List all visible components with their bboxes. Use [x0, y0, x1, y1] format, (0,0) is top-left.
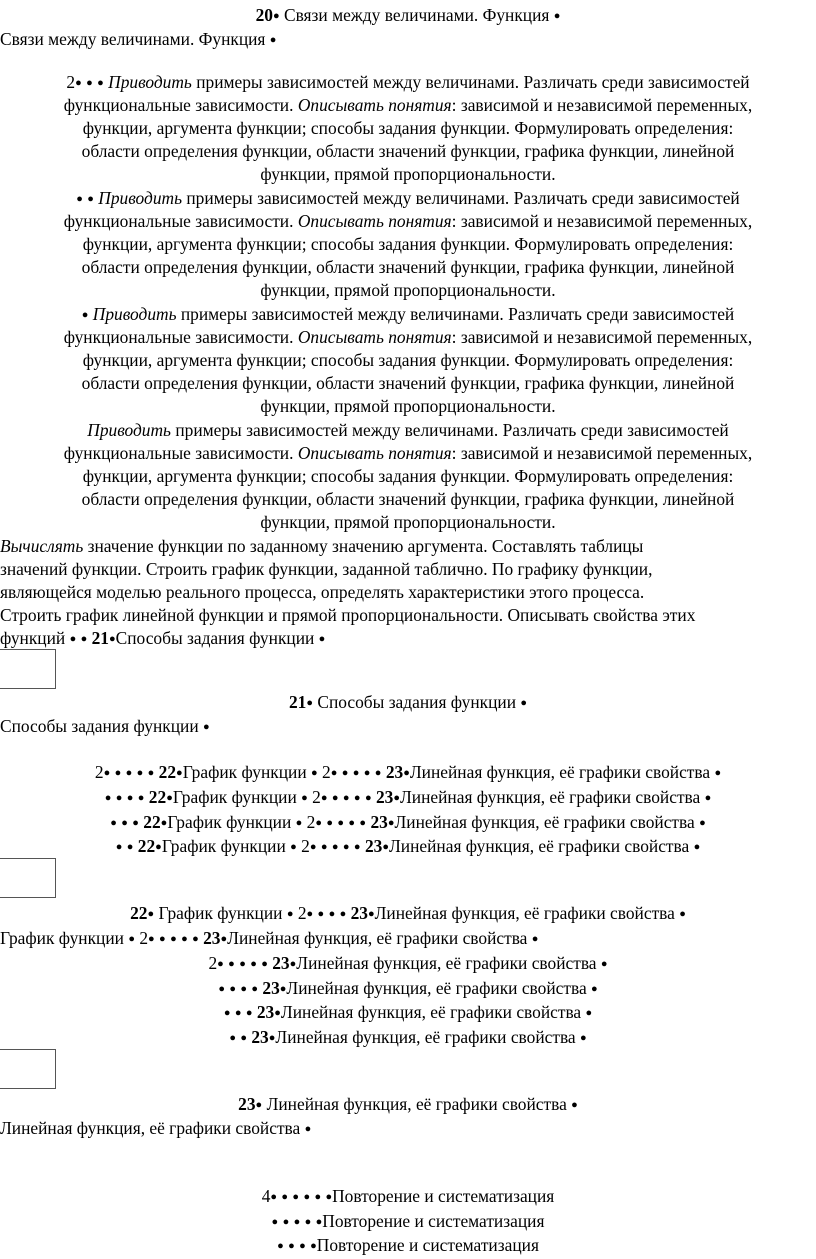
- text-fragment: 23: [272, 953, 290, 973]
- bullet-icon: ●: [311, 767, 318, 779]
- text-fragment: 4: [261, 1186, 271, 1206]
- text-fragment: 2: [139, 928, 149, 948]
- bullet-icon: ●: [132, 817, 139, 829]
- bullet-icon: ●: [531, 933, 539, 945]
- bullet-icon: ●: [580, 1032, 587, 1044]
- text-fragment: функций: [0, 628, 66, 648]
- calc-line-1: [0, 535, 816, 558]
- bullet-icon: ●: [75, 77, 82, 89]
- bullet-icon: ●: [251, 983, 259, 995]
- placeholder-box: [0, 649, 56, 689]
- bullet-icon: ●: [229, 1032, 236, 1044]
- bullet-icon: ●: [109, 633, 116, 645]
- bullet-icon: ●: [268, 1032, 276, 1044]
- para-3-line-2: [0, 326, 816, 349]
- bullet-icon: ●: [76, 193, 83, 205]
- text-fragment: : зависимой и независимой переменных,: [451, 443, 753, 463]
- bullet-icon: ●: [166, 792, 173, 804]
- text-fragment: Линейная функция, её графики свойства: [296, 953, 597, 973]
- text-fragment: 2: [306, 812, 316, 832]
- text-fragment: Приводить: [92, 304, 177, 324]
- text-fragment: функциональные зависимости.: [63, 95, 298, 115]
- para-4-line-3: функции, аргумента функции; способы задания функции. Формулировать определения:: [82, 466, 734, 486]
- row-22-3: [0, 811, 816, 835]
- bullet-icon: ●: [289, 958, 297, 970]
- bullet-icon: ●: [103, 767, 111, 779]
- text-fragment: Линейная функция, её графики свойства: [400, 787, 701, 807]
- para-2-line-3: функции, аргумента функции; способы задания функции. Формулировать определения:: [82, 234, 734, 254]
- text-fragment: Повторение и систематизация: [316, 1235, 539, 1255]
- text-fragment: 22: [143, 812, 161, 832]
- bullet-icon: ●: [353, 792, 361, 804]
- bullet-icon: ●: [330, 767, 338, 779]
- bullet-icon: ●: [320, 792, 328, 804]
- text-fragment: 23: [364, 836, 383, 856]
- text-fragment: Описывать понятия: [297, 327, 452, 347]
- text-fragment: 2: [94, 762, 104, 782]
- bullet-icon: ●: [571, 1099, 578, 1111]
- text-fragment: 21: [91, 628, 109, 648]
- text-fragment: примеры зависимостей между величинами. Различать среди зависимостей: [176, 304, 735, 324]
- bullet-icon: ●: [318, 633, 326, 645]
- bullet-icon: ●: [303, 1191, 311, 1203]
- section-23-heading: [0, 1093, 816, 1117]
- bullet-icon: ●: [69, 633, 77, 645]
- row-22-2: [0, 786, 816, 810]
- para-3-line-4: области определения функции, области значений функции, графика функции, линейной: [81, 373, 735, 393]
- bullet-icon: ●: [279, 983, 287, 995]
- text-fragment: 2: [297, 903, 307, 923]
- para-2-line-4: области определения функции, области значений функции, графика функции, линейной: [81, 257, 735, 277]
- row-24-3: [0, 1234, 816, 1258]
- section-22-heading: [0, 902, 816, 926]
- text-fragment: График функции: [158, 903, 283, 923]
- para-3-line-5: функции, прямой пропорциональности.: [260, 396, 556, 416]
- bullet-icon: ●: [693, 841, 701, 853]
- para-4-line-2: [0, 442, 816, 465]
- text-fragment: График функции: [172, 787, 297, 807]
- text-fragment: 23: [256, 1002, 275, 1022]
- para-4-line-5: функции, прямой пропорциональности.: [260, 512, 556, 532]
- section-21-heading: [0, 691, 816, 715]
- row-24-2: [0, 1210, 816, 1234]
- para-4-line-1: [0, 419, 816, 442]
- bullet-icon: ●: [337, 817, 345, 829]
- bullet-icon: ●: [325, 1191, 333, 1203]
- bullet-icon: ●: [403, 767, 410, 779]
- bullet-icon: ●: [367, 908, 375, 920]
- para-2-line-1: [0, 187, 816, 211]
- text-fragment: функциональные зависимости.: [63, 211, 298, 231]
- placeholder-box: [0, 858, 56, 898]
- para-1-line-3: функции, аргумента функции; способы задания функции. Формулировать определения:: [82, 118, 734, 138]
- bullet-icon: ●: [320, 841, 328, 853]
- text-fragment: Линейная функция, её графики свойства: [394, 812, 695, 832]
- bullet-icon: ●: [342, 841, 350, 853]
- bullet-icon: ●: [125, 767, 133, 779]
- text-fragment: Линейная функция, её графики свойства: [280, 1002, 582, 1022]
- bullet-icon: ●: [339, 908, 347, 920]
- bullet-icon: ●: [306, 908, 314, 920]
- bullet-icon: ●: [115, 792, 123, 804]
- calc-line-4: Строить график линейной функции и прямой пропорциональности. Описывать свойства этих: [0, 605, 696, 625]
- bullet-icon: ●: [331, 841, 339, 853]
- bullet-icon: ●: [121, 817, 128, 829]
- bullet-icon: ●: [274, 1007, 281, 1019]
- bullet-icon: ●: [128, 933, 135, 945]
- text-fragment: 21: [288, 692, 307, 712]
- section-23-subtitle: [0, 1117, 816, 1141]
- bullet-icon: ●: [270, 1191, 278, 1203]
- bullet-icon: ●: [364, 792, 372, 804]
- text-fragment: Линейная функция, её графики свойства: [374, 903, 675, 923]
- text-fragment: Приводить: [87, 420, 171, 440]
- row-24-1: [0, 1185, 816, 1209]
- bullet-icon: ●: [240, 983, 247, 995]
- bullet-icon: ●: [326, 817, 334, 829]
- bullet-icon: ●: [220, 933, 228, 945]
- bullet-icon: ●: [382, 841, 389, 853]
- bullet-icon: ●: [282, 1216, 290, 1228]
- text-fragment: 2: [66, 72, 76, 92]
- text-fragment: График функции: [0, 928, 124, 948]
- bullet-icon: ●: [393, 792, 400, 804]
- bullet-icon: ●: [553, 10, 561, 22]
- section-20-title: Связи между величинами. Функция: [283, 5, 550, 25]
- bullet-icon: ●: [160, 817, 168, 829]
- bullet-icon: ●: [250, 958, 257, 970]
- bullet-icon: ●: [269, 34, 277, 46]
- bullet-icon: ●: [261, 958, 268, 970]
- text-fragment: 23: [370, 812, 388, 832]
- text-fragment: примеры зависимостей между величинами. Различать среди зависимостей: [181, 188, 740, 208]
- text-fragment: Линейная функция, её графики свойства: [266, 1094, 567, 1114]
- text-fragment: 2: [322, 762, 331, 782]
- bullet-icon: ●: [192, 933, 199, 945]
- row-22-1: [0, 761, 816, 785]
- bullet-icon: ●: [203, 721, 210, 733]
- bullet-icon: ●: [115, 841, 123, 853]
- row-23-3: [0, 1001, 816, 1025]
- bullet-icon: ●: [699, 817, 706, 829]
- text-fragment: Линейная функция, её графики свойства: [388, 836, 690, 856]
- text-fragment: 22: [148, 787, 167, 807]
- para-4-line-4: области определения функции, области значений функции, графика функции, линейной: [81, 489, 735, 509]
- bullet-icon: ●: [352, 767, 360, 779]
- text-fragment: Описывать понятия: [297, 443, 452, 463]
- bullet-icon: ●: [147, 767, 155, 779]
- bullet-icon: ●: [317, 908, 325, 920]
- text-fragment: : зависимой и независимой переменных,: [451, 211, 753, 231]
- bullet-icon: ●: [359, 817, 367, 829]
- bullet-icon: ●: [181, 933, 188, 945]
- bullet-icon: ●: [170, 933, 177, 945]
- bullet-icon: ●: [110, 817, 117, 829]
- text-fragment: Линейная функция, её графики свойства: [409, 762, 711, 782]
- bullet-icon: ●: [304, 1216, 312, 1228]
- bullet-icon: ●: [295, 817, 303, 829]
- bullet-icon: ●: [315, 817, 323, 829]
- bullet-icon: ●: [387, 817, 395, 829]
- bullet-icon: ●: [176, 767, 183, 779]
- para-1-line-4: области определения функции, области значений функции, графика функции, линейной: [81, 141, 735, 161]
- bullet-icon: ●: [704, 792, 712, 804]
- text-fragment: Линейная функция, её графики свойства: [286, 978, 587, 998]
- section-20-number: 20: [255, 5, 273, 25]
- bullet-icon: ●: [114, 767, 122, 779]
- bullet-icon: ●: [353, 841, 361, 853]
- text-fragment: Линейная функция, её графики свойства: [275, 1027, 576, 1047]
- bullet-icon: ●: [585, 1007, 593, 1019]
- para-1-line-1: [0, 71, 816, 95]
- bullet-icon: ●: [520, 697, 528, 709]
- row-22-4: [0, 835, 816, 859]
- bullet-icon: ●: [292, 1191, 300, 1203]
- bullet-icon: ●: [301, 792, 308, 804]
- text-fragment: примеры зависимостей между величинами. Различать среди зависимостей: [191, 72, 750, 92]
- text-fragment: Способы задания функции: [317, 692, 517, 712]
- text-fragment: : зависимой и независимой переменных,: [451, 95, 753, 115]
- text-fragment: примеры зависимостей между величинами. Различать среди зависимостей: [170, 420, 729, 440]
- bullet-icon: ●: [271, 1216, 279, 1228]
- text-fragment: Повторение и систематизация: [332, 1186, 555, 1206]
- bullet-icon: ●: [104, 792, 112, 804]
- section-20-subtitle: [0, 28, 816, 52]
- text-fragment: Описывать понятия: [297, 95, 452, 115]
- calc-line-5: [0, 627, 816, 651]
- bullet-icon: ●: [159, 933, 166, 945]
- bullet-icon: ●: [229, 983, 236, 995]
- para-1-line-5: функции, прямой пропорциональности.: [260, 164, 556, 184]
- bullet-icon: ●: [290, 841, 297, 853]
- bullet-icon: ●: [288, 1240, 295, 1252]
- text-fragment: значение функции по заданному значению аргумента. Составлять таблицы: [83, 536, 644, 556]
- bullet-icon: ●: [218, 983, 225, 995]
- bullet-icon: ●: [600, 958, 608, 970]
- text-fragment: График функции: [182, 762, 307, 782]
- bullet-icon: ●: [314, 1191, 322, 1203]
- bullet-icon: ●: [148, 933, 155, 945]
- bullet-icon: ●: [86, 77, 93, 89]
- row-23-1: [0, 952, 816, 976]
- bullet-icon: ●: [81, 309, 89, 321]
- bullet-icon: ●: [342, 792, 350, 804]
- bullet-icon: ●: [147, 908, 155, 920]
- para-1-line-2: [0, 94, 816, 117]
- bullet-icon: ●: [80, 633, 88, 645]
- bullet-icon: ●: [245, 1007, 253, 1019]
- text-fragment: 22: [137, 836, 156, 856]
- text-fragment: График функции: [167, 812, 292, 832]
- section-20-heading: [0, 4, 816, 28]
- bullet-icon: ●: [126, 792, 134, 804]
- section-22-subtitle: [0, 927, 816, 951]
- section-21-subtitle: [0, 715, 816, 739]
- text-fragment: : зависимой и независимой переменных,: [451, 327, 753, 347]
- text-fragment: функциональные зависимости.: [63, 327, 298, 347]
- bullet-icon: ●: [223, 1007, 231, 1019]
- bullet-icon: ●: [272, 10, 280, 22]
- bullet-icon: ●: [714, 767, 722, 779]
- text-fragment: Линейная функция, её графики свойства: [227, 928, 528, 948]
- text-fragment: Описывать понятия: [297, 211, 452, 231]
- bullet-icon: ●: [277, 1240, 284, 1252]
- text-fragment: Вычислять: [0, 536, 84, 556]
- calc-line-2: значений функции. Строить график функции, заданной таблично. По графику функции,: [0, 559, 653, 579]
- bullet-icon: ●: [310, 1240, 317, 1252]
- bullet-icon: ●: [328, 908, 336, 920]
- text-fragment: 23: [350, 903, 368, 923]
- bullet-icon: ●: [299, 1240, 306, 1252]
- text-fragment: Связи между величинами. Функция: [0, 29, 266, 49]
- text-fragment: Приводить: [108, 72, 192, 92]
- text-fragment: 2: [208, 953, 218, 973]
- para-2-line-2: [0, 210, 816, 233]
- bullet-icon: ●: [286, 908, 294, 920]
- bullet-icon: ●: [293, 1216, 301, 1228]
- text-fragment: Способы задания функции: [0, 716, 199, 736]
- text-fragment: 2: [312, 787, 321, 807]
- text-fragment: 23: [385, 762, 404, 782]
- bullet-icon: ●: [309, 841, 317, 853]
- bullet-icon: ●: [155, 841, 162, 853]
- text-fragment: График функции: [161, 836, 286, 856]
- bullet-icon: ●: [137, 792, 145, 804]
- bullet-icon: ●: [591, 983, 598, 995]
- text-fragment: 2: [301, 836, 310, 856]
- text-fragment: 23: [262, 978, 280, 998]
- bullet-icon: ●: [374, 767, 382, 779]
- bullet-icon: ●: [341, 767, 349, 779]
- bullet-icon: ●: [87, 193, 94, 205]
- text-fragment: 23: [375, 787, 394, 807]
- bullet-icon: ●: [136, 767, 144, 779]
- text-fragment: Способы задания функции: [115, 628, 315, 648]
- para-2-line-5: функции, прямой пропорциональности.: [260, 280, 556, 300]
- text-fragment: Приводить: [98, 188, 182, 208]
- text-fragment: 23: [238, 1094, 256, 1114]
- bullet-icon: ●: [679, 908, 686, 920]
- bullet-icon: ●: [315, 1216, 323, 1228]
- bullet-icon: ●: [97, 77, 104, 89]
- bullet-icon: ●: [228, 958, 235, 970]
- bullet-icon: ●: [217, 958, 224, 970]
- text-fragment: 22: [158, 762, 177, 782]
- bullet-icon: ●: [363, 767, 371, 779]
- bullet-icon: ●: [234, 1007, 242, 1019]
- para-3-line-1: [0, 303, 816, 327]
- bullet-icon: ●: [331, 792, 339, 804]
- placeholder-box: [0, 1049, 56, 1089]
- row-23-4: [0, 1026, 816, 1050]
- bullet-icon: ●: [240, 1032, 247, 1044]
- bullet-icon: ●: [306, 697, 313, 709]
- para-3-line-3: функции, аргумента функции; способы задания функции. Формулировать определения:: [82, 350, 734, 370]
- text-fragment: 22: [130, 903, 148, 923]
- calc-line-3: являющейся моделью реального процесса, определять характеристики этого процесса.: [0, 582, 645, 602]
- text-fragment: функциональные зависимости.: [63, 443, 298, 463]
- bullet-icon: ●: [255, 1099, 263, 1111]
- text-fragment: Линейная функция, её графики свойства: [0, 1118, 301, 1138]
- bullet-icon: ●: [348, 817, 356, 829]
- bullet-icon: ●: [304, 1123, 312, 1135]
- row-23-2: [0, 977, 816, 1001]
- bullet-icon: ●: [239, 958, 246, 970]
- text-fragment: 23: [203, 928, 221, 948]
- bullet-icon: ●: [281, 1191, 289, 1203]
- text-fragment: 23: [251, 1027, 269, 1047]
- text-fragment: Повторение и систематизация: [322, 1211, 545, 1231]
- bullet-icon: ●: [126, 841, 134, 853]
